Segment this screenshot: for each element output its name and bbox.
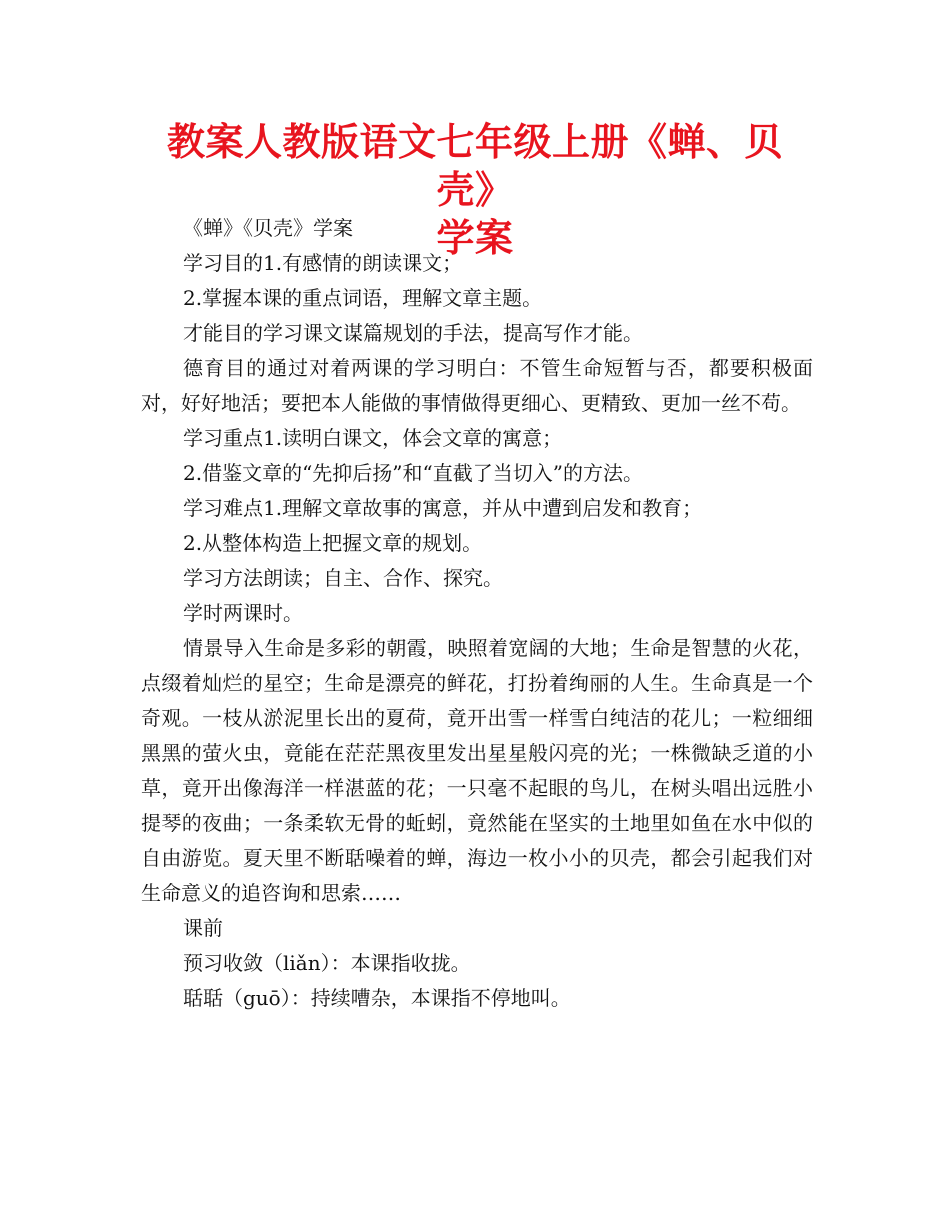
document-body [141, 211, 813, 1016]
method-paragraph: 学习方法朗读；自主、合作、探究。 [183, 566, 503, 590]
key-point-paragraph-1: 学习重点1.读明白课文，体会文章的寓意； [183, 426, 563, 450]
heading-paragraph: 《蝉》《贝壳》学案 [183, 216, 353, 240]
difficulty-paragraph-1: 学习难点1.理解文章故事的寓意，并从中遭到启发和教育； [183, 496, 703, 520]
moral-objective-paragraph: 德育目的通过对着两课的学习明白：不管生命短暂与否，都要积极面对，好好地活；要把本人能做的事情做得更细心、更精致、更加一丝不苟。 [141, 356, 813, 415]
difficulty-paragraph-2: 2.从整体构造上把握文章的规划。 [183, 531, 483, 555]
vocabulary-paragraph-1: 预习收敛（liǎn）：本课指收拢。 [183, 951, 471, 975]
key-point-paragraph-2: 2.借鉴文章的“先抑后扬”和“直截了当切入”的方法。 [183, 461, 643, 485]
pre-class-heading: 课前 [183, 916, 223, 940]
title-line-1: 教案人教版语文七年级上册《蝉、贝壳》 [166, 120, 783, 212]
introduction-paragraph: 情景导入生命是多彩的朝霞，映照着宽阔的大地；生命是智慧的火花，点缀着灿烂的星空；生命是漂亮的鲜花，打扮着绚丽的人生。生命真是一个奇观。一枝从淤泥里长出的夏荷，竟开出雪一样雪白纯洁的花儿；一粒细细黑黑的萤火虫，竟能在茫茫黑夜里发出星星般闪亮的光；一株微缺乏道的小草，竟开出像海洋一样湛蓝的花；一只毫不起眼的鸟儿，在树头唱出远胜小提琴的夜曲；一条柔软无骨的蚯蚓，竟然能在坚实的土地里如鱼在水中似的自由游览。夏天里不断聒噪着的蝉，海边一枚小小的贝壳，都会引起我们对生命意义的追咨询和思索…… [141, 636, 813, 905]
ability-objective-paragraph: 才能目的学习课文谋篇规划的手法，提高写作才能。 [183, 321, 643, 345]
class-hours-paragraph: 学时两课时。 [183, 601, 303, 625]
title-line-2: 学案 [436, 216, 514, 260]
objective-paragraph-1: 学习目的1.有感情的朗读课文； [183, 251, 463, 275]
objective-paragraph-2: 2.掌握本课的重点词语，理解文章主题。 [183, 286, 543, 310]
vocabulary-paragraph-2: 聒聒（guō）：持续嘈杂，本课指不停地叫。 [183, 986, 571, 1010]
